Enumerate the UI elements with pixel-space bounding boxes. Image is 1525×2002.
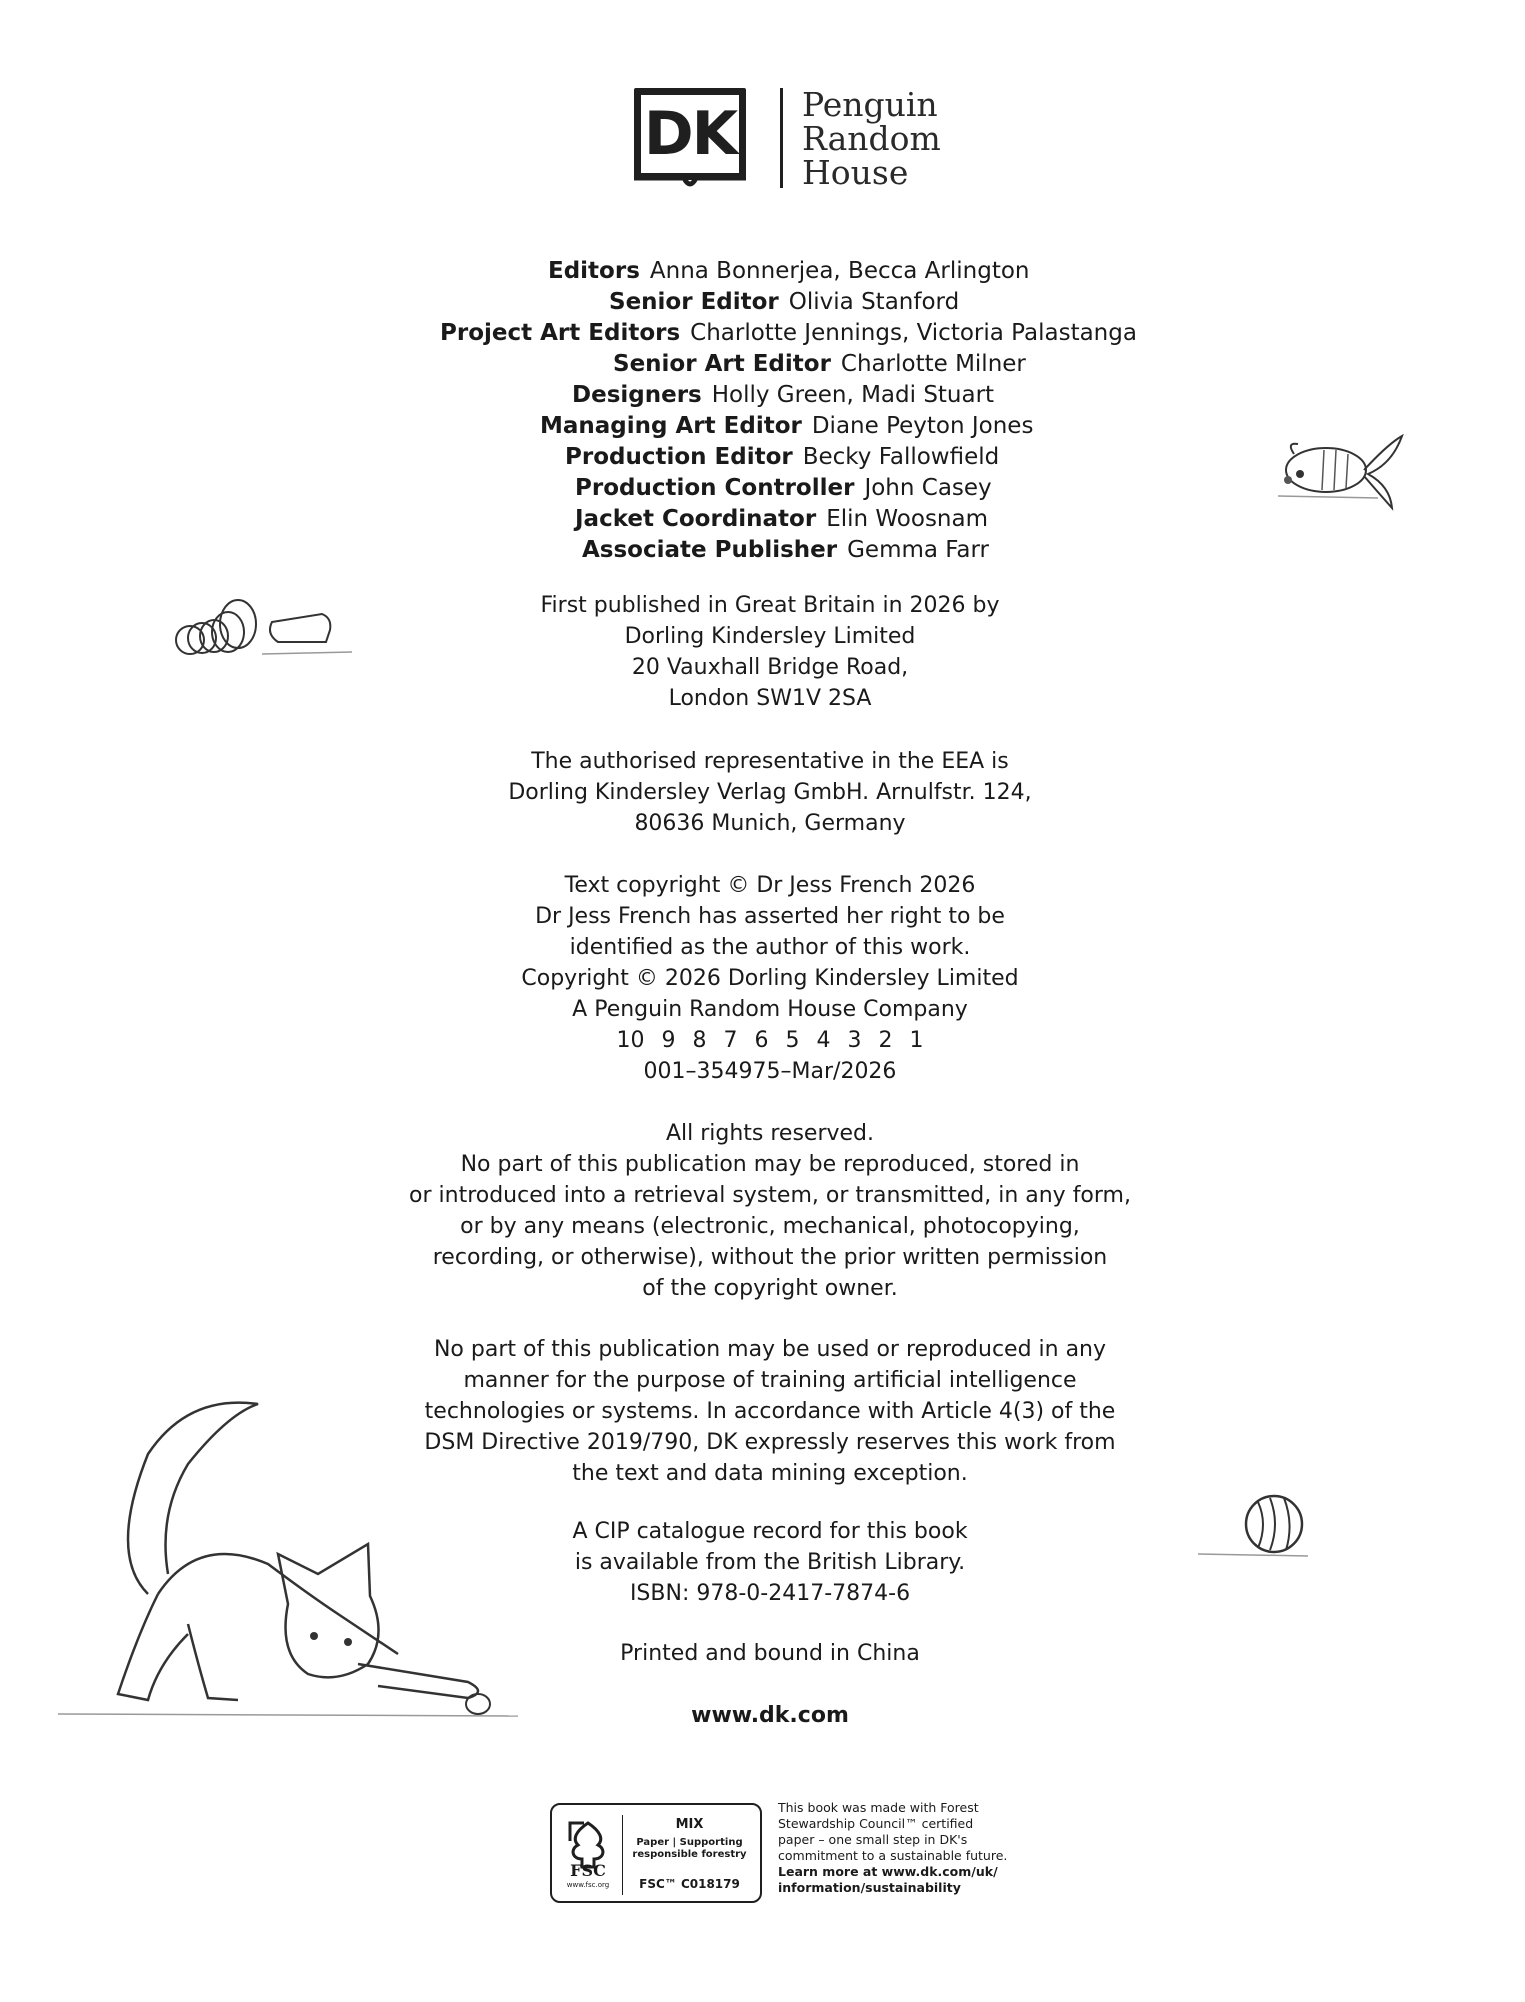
credit-row <box>300 318 1200 349</box>
copyright-block <box>350 870 1190 1087</box>
text-line: Printed and bound in China <box>620 1641 920 1666</box>
text-line: First published in Great Britain in 2026 by <box>540 593 1000 618</box>
credit-name: Charlotte Milner <box>840 351 1026 377</box>
text-line: DSM Directive 2019/790, DK expressly reserves this work from <box>424 1430 1116 1455</box>
credit-row <box>300 380 1200 411</box>
isbn: ISBN: 978-0-2417-7874-6 <box>629 1581 911 1606</box>
credit-row <box>300 256 1200 287</box>
eea-representative-block <box>350 746 1190 839</box>
credit-role: Senior Editor <box>609 289 779 315</box>
text-line: of the copyright owner. <box>642 1276 898 1301</box>
credit-name: Holly Green, Madi Stuart <box>711 382 995 408</box>
credit-role: Project Art Editors <box>440 320 681 346</box>
fsc-note-line: commitment to a sustainable future. <box>778 1848 1008 1863</box>
credit-name: Olivia Stanford <box>788 289 960 315</box>
credit-role: Associate Publisher <box>582 537 838 563</box>
dk-logo: DK <box>634 88 746 180</box>
credit-name: John Casey <box>864 475 992 501</box>
text-line: A CIP catalogue record for this book <box>572 1519 968 1544</box>
text-line: 20 Vauxhall Bridge Road, <box>631 655 909 680</box>
text-line: London SW1V 2SA <box>668 686 872 711</box>
credit-row <box>300 411 1200 442</box>
credit-row <box>300 504 1200 535</box>
text-line: identified as the author of this work. <box>569 935 971 960</box>
credit-row <box>300 442 1200 473</box>
text-line: No part of this publication may be used or reproduced in any <box>433 1337 1107 1362</box>
fsc-brand: FSC <box>570 1861 606 1880</box>
text-line: 80636 Munich, Germany <box>634 811 906 836</box>
fsc-subtitle <box>627 1837 752 1861</box>
credit-row <box>300 473 1200 504</box>
credit-row <box>300 535 1200 566</box>
credit-role: Designers <box>572 382 702 408</box>
text-line: is available from the British Library. <box>574 1550 966 1575</box>
credit-name: Diane Peyton Jones <box>811 413 1034 439</box>
credit-role: Production Controller <box>575 475 855 501</box>
print-code: 001–354975–Mar/2026 <box>643 1059 897 1084</box>
publisher-name-line-1: Penguin <box>802 85 938 124</box>
credit-name: Gemma Farr <box>847 537 990 563</box>
text-line: Dorling Kindersley Verlag GmbH. Arnulfstr. 124, <box>508 780 1032 805</box>
fsc-subtitle-line: Paper | Supporting <box>636 1837 743 1848</box>
fsc-note <box>778 1800 1038 1896</box>
credit-role: Editors <box>548 258 640 284</box>
text-line: Copyright © 2026 Dorling Kindersley Limited <box>521 966 1019 991</box>
fsc-note-line: This book was made with Forest <box>778 1800 979 1815</box>
logo-divider <box>780 88 783 188</box>
text-line: recording, or otherwise), without the prior written permission <box>432 1245 1108 1270</box>
text-line: A Penguin Random House Company <box>572 997 968 1022</box>
text-line: the text and data mining exception. <box>572 1461 968 1486</box>
fsc-brand-url: www.fsc.org <box>566 1881 610 1889</box>
print-line-numbers: 10 9 8 7 6 5 4 3 2 1 <box>616 1028 924 1053</box>
text-line: All rights reserved. <box>665 1121 875 1146</box>
credit-row <box>300 287 1200 318</box>
credit-role: Senior Art Editor <box>613 351 831 377</box>
credit-role: Production Editor <box>565 444 793 470</box>
fsc-label <box>550 1803 762 1903</box>
fsc-note-line: paper – one small step in DK's <box>778 1832 968 1847</box>
text-line: Dr Jess French has asserted her right to be <box>535 904 1005 929</box>
publisher-name-line-2: Random <box>802 119 941 158</box>
text-line: or introduced into a retrieval system, or transmitted, in any form, <box>409 1183 1131 1208</box>
fsc-divider <box>622 1815 623 1895</box>
spring-toys-illustration <box>162 594 362 668</box>
open-book-icon <box>634 176 746 192</box>
text-line: Text copyright © Dr Jess French 2026 <box>564 873 976 898</box>
text-line: No part of this publication may be reproduced, stored in <box>460 1152 1080 1177</box>
publisher-name-line-3: House <box>802 153 909 192</box>
text-line: Dorling Kindersley Limited <box>624 624 916 649</box>
first-published-block <box>350 590 1190 714</box>
credit-name: Becky Fallowfield <box>802 444 1000 470</box>
publisher-logo <box>634 85 954 198</box>
credit-name: Elin Woosnam <box>826 506 989 532</box>
ball-toy-illustration <box>1198 1490 1312 1564</box>
text-line: technologies or systems. In accordance with Article 4(3) of the <box>424 1399 1116 1424</box>
fsc-learn-more-line[interactable]: information/sustainability <box>778 1880 961 1895</box>
fsc-learn-more-line[interactable]: Learn more at www.dk.com/uk/ <box>778 1864 998 1879</box>
credit-role: Jacket Coordinator <box>575 506 817 532</box>
text-line: The authorised representative in the EEA is <box>531 749 1009 774</box>
credit-name: Anna Bonnerjea, Becca Arlington <box>649 258 1030 284</box>
fsc-mix: MIX <box>675 1817 704 1832</box>
fsc-license-code: FSC™ C018179 <box>639 1877 740 1891</box>
credit-row <box>300 349 1200 380</box>
text-line: or by any means (electronic, mechanical, photocopying, <box>460 1214 1080 1239</box>
playing-cat-illustration <box>48 1374 528 1734</box>
fsc-subtitle-line: responsible forestry <box>632 1849 747 1860</box>
website-link[interactable]: www.dk.com <box>691 1703 849 1728</box>
rights-block <box>350 1118 1190 1304</box>
toy-mouse-illustration <box>1268 424 1418 524</box>
credits-list <box>300 256 1200 566</box>
fsc-note-line: Stewardship Council™ certified <box>778 1816 974 1831</box>
credit-name: Charlotte Jennings, Victoria Palastanga <box>690 320 1137 346</box>
text-line: manner for the purpose of training artificial intelligence <box>463 1368 1077 1393</box>
credit-role: Managing Art Editor <box>540 413 802 439</box>
